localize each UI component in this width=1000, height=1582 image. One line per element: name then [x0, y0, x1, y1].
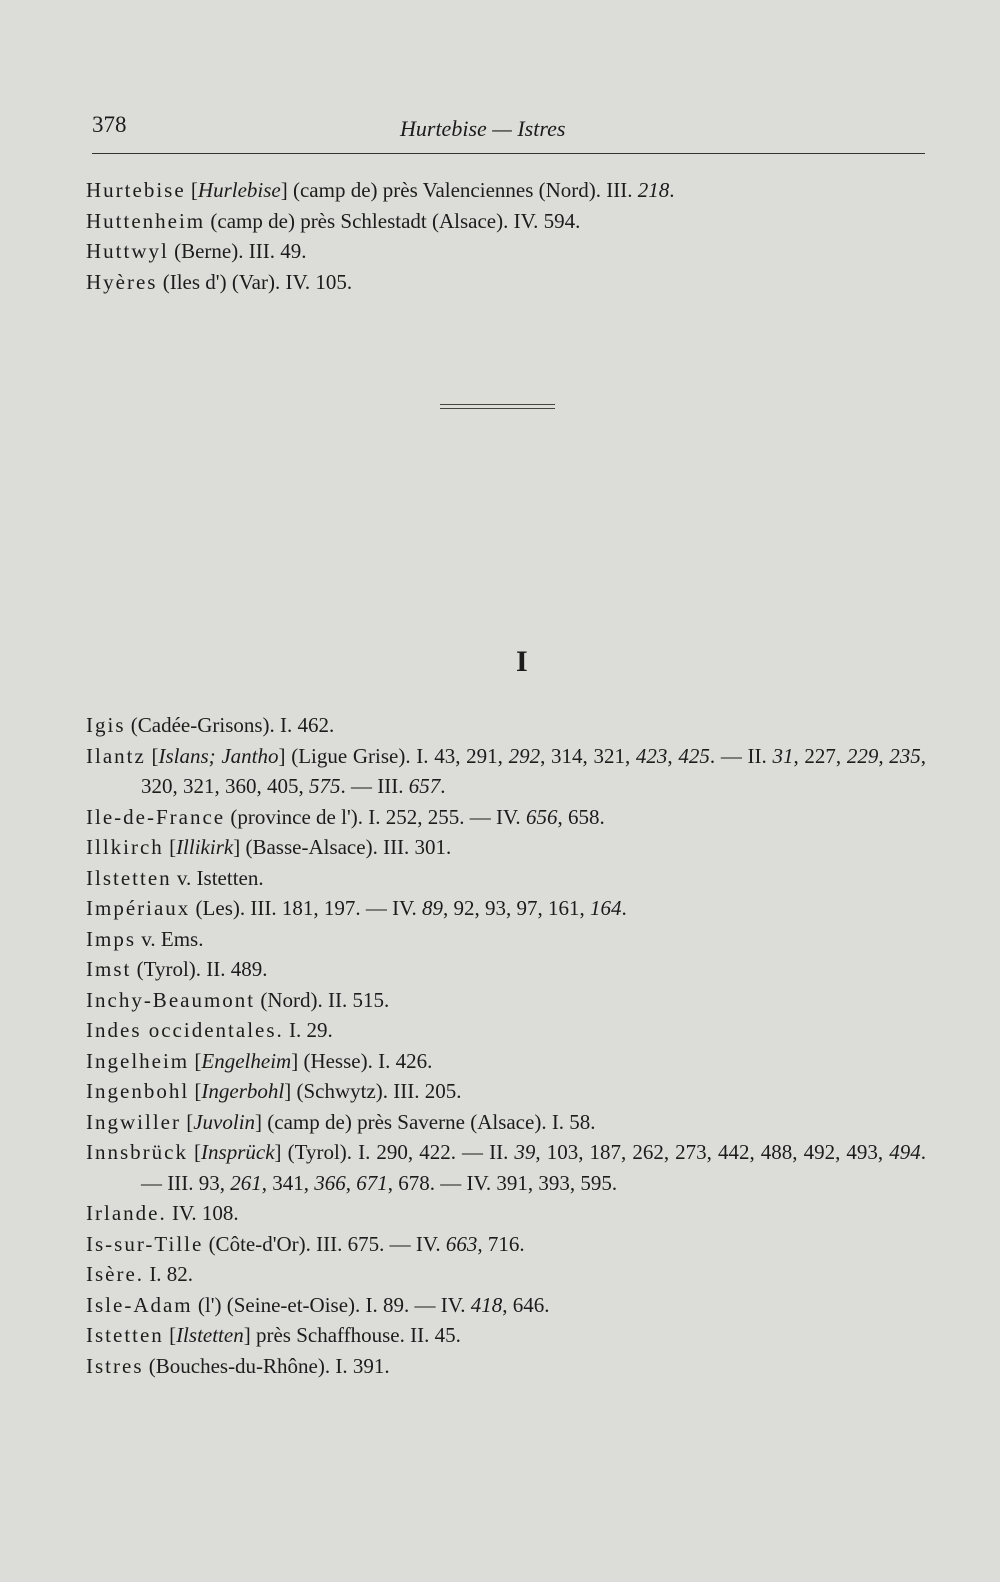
entry-text: (Côte-d'Or). III. 675. — IV.	[203, 1231, 446, 1256]
section-letter: I	[516, 645, 528, 678]
entry-text: [	[187, 1140, 202, 1164]
entry-italic: 423	[635, 743, 668, 768]
index-entry	[86, 954, 926, 985]
index-entry	[86, 893, 926, 924]
entry-headword: Huttwyl	[86, 239, 169, 263]
entry-headword: Imps	[86, 926, 136, 951]
entry-text: I. 82.	[144, 1262, 194, 1286]
entry-text: . — III.	[340, 774, 409, 798]
entry-italic: 671	[356, 1170, 388, 1195]
entry-text: . — III. 93,	[141, 1140, 927, 1195]
index-entry	[86, 1137, 926, 1198]
entry-text: ] (camp de) près Saverne (Alsace). I. 58.	[255, 1109, 596, 1134]
entry-text: (Nord). II. 515.	[255, 987, 390, 1012]
entry-headword: Huttenheim	[86, 208, 206, 233]
entry-italic: 89	[422, 896, 444, 920]
index-entry	[86, 1229, 926, 1260]
entry-headword: Innsbrück	[86, 1140, 188, 1164]
entry-italic: 657	[408, 774, 441, 798]
entry-italic: 425	[678, 743, 710, 768]
entry-text: ] (Ligue Grise). I. 43, 291,	[278, 743, 509, 768]
entry-text: ] (Schwytz). III. 205.	[284, 1079, 462, 1103]
entry-text: (Tyrol). II. 489.	[131, 957, 268, 981]
entry-italic: 494	[889, 1140, 921, 1164]
entry-italic: 418	[470, 1292, 503, 1317]
entry-text: .	[440, 774, 446, 798]
entry-text: [	[145, 743, 159, 768]
entry-text: IV. 108.	[166, 1201, 239, 1225]
section-separator	[440, 404, 555, 412]
entry-italic: 575	[309, 774, 341, 798]
entry-headword: Ingwiller	[86, 1109, 181, 1134]
entry-italic: 31	[772, 743, 794, 768]
entry-text: ,	[667, 743, 679, 768]
entry-italic: 366	[314, 1170, 346, 1195]
entry-text: [	[185, 178, 198, 202]
entry-headword: Ilstetten	[86, 865, 172, 890]
index-entry	[86, 863, 926, 894]
entry-headword: Indes occidentales.	[86, 1018, 284, 1042]
entry-headword: Illkirch	[86, 835, 164, 859]
page-number: 378	[92, 112, 127, 137]
entry-text: .	[669, 178, 675, 202]
entry-headword: Ingenbohl	[86, 1079, 190, 1103]
index-entry	[86, 1107, 926, 1138]
entry-italic: Insprück	[201, 1140, 275, 1164]
entry-headword: Ile-de-France	[86, 804, 226, 829]
entry-text: (Les). III. 181, 197. — IV.	[190, 896, 423, 920]
index-entry	[86, 710, 926, 741]
entry-text: , 227,	[793, 743, 847, 768]
entry-headword: Igis	[86, 713, 126, 737]
entry-italic: Juvolin	[193, 1109, 256, 1134]
index-entry	[86, 924, 926, 955]
index-entry	[86, 1076, 926, 1107]
entry-headword: Istres	[86, 1353, 144, 1378]
entry-headword: Isère.	[86, 1262, 145, 1286]
entry-text: [	[189, 1048, 202, 1073]
index-entry	[86, 1015, 926, 1046]
index-entry	[86, 802, 926, 833]
entry-text: , 341,	[261, 1170, 315, 1195]
entry-italic: Hurlebise	[197, 178, 281, 202]
header-rule	[92, 153, 925, 154]
entry-headword: Impériaux	[86, 896, 191, 920]
entry-text: ] (Basse-Alsace). III. 301.	[233, 835, 452, 859]
entry-headword: Irlande.	[86, 1201, 167, 1225]
entry-text: v. Istetten.	[171, 865, 264, 890]
entry-text: , 92, 93, 97, 161,	[443, 896, 591, 920]
entry-text: (camp de) près Schlestadt (Alsace). IV. 594.	[205, 208, 581, 233]
entry-headword: Is-sur-Tille	[86, 1231, 204, 1256]
entry-italic: 663	[445, 1231, 478, 1256]
entry-italic: 261	[230, 1170, 262, 1195]
index-entry	[86, 741, 926, 802]
entry-text: , 103, 187, 262, 273, 442, 488, 492, 493,	[535, 1140, 890, 1164]
index-entry	[86, 1259, 926, 1290]
entry-text: (Iles d') (Var). IV. 105.	[157, 269, 353, 294]
index-entry	[86, 1320, 926, 1351]
entry-headword: Hurtebise	[86, 178, 186, 202]
entry-text: ] (camp de) près Valenciennes (Nord). III.	[280, 178, 638, 202]
index-section-i	[86, 710, 926, 1381]
index-entry	[86, 206, 926, 237]
entry-text: , 320, 321, 360, 405,	[141, 743, 927, 798]
entry-text: , 658.	[557, 804, 605, 829]
entry-headword: Imst	[86, 957, 132, 981]
entry-text: [	[163, 1323, 177, 1347]
entry-italic: 39	[514, 1140, 536, 1164]
entry-text: .	[621, 896, 627, 920]
index-section-h	[86, 175, 926, 297]
entry-italic: 218	[637, 178, 670, 202]
entry-italic: 292	[508, 743, 541, 768]
entry-text: ] (Hesse). I. 426.	[291, 1048, 433, 1073]
entry-text: v. Ems.	[136, 926, 204, 951]
index-entry	[86, 236, 926, 267]
entry-text: ] (Tyrol). I. 290, 422. — II.	[274, 1140, 515, 1164]
index-entry	[86, 1046, 926, 1077]
entry-text: (Berne). III. 49.	[168, 239, 307, 263]
entry-text: (Bouches-du-Rhône). I. 391.	[143, 1353, 390, 1378]
entry-italic: Engelheim	[201, 1048, 292, 1073]
entry-text: [	[163, 835, 177, 859]
entry-text: ] près Schaffhouse. II. 45.	[243, 1323, 461, 1347]
entry-text: , 314, 321,	[540, 743, 636, 768]
entry-italic: Ilstetten	[176, 1323, 244, 1347]
entry-italic: Ingerbohl	[201, 1079, 285, 1103]
entry-text: , 646.	[502, 1292, 550, 1317]
entry-headword: Ingelheim	[86, 1048, 190, 1073]
entry-italic: 164	[590, 896, 622, 920]
entry-headword: Hyères	[86, 269, 158, 294]
entry-italic: Illikirk	[176, 835, 234, 859]
index-entry	[86, 985, 926, 1016]
entry-text: ,	[345, 1170, 357, 1195]
entry-headword: Ilantz	[86, 743, 146, 768]
entry-text: , 716.	[477, 1231, 525, 1256]
index-entry	[86, 1290, 926, 1321]
index-entry	[86, 832, 926, 863]
entry-text: (Cadée-Grisons). I. 462.	[125, 713, 335, 737]
index-entry	[86, 175, 926, 206]
entry-headword: Istetten	[86, 1323, 164, 1347]
entry-text: ,	[878, 743, 890, 768]
index-entry	[86, 267, 926, 298]
entry-text: (l') (Seine-et-Oise). I. 89. — IV.	[192, 1292, 471, 1317]
entry-text: . — II.	[709, 743, 773, 768]
index-entry	[86, 1198, 926, 1229]
entry-headword: Isle-Adam	[86, 1292, 193, 1317]
entry-italic: 656	[525, 804, 558, 829]
index-entry	[86, 1351, 926, 1382]
entry-text: (province de l'). I. 252, 255. — IV.	[225, 804, 526, 829]
entry-italic: Islans; Jantho	[158, 743, 279, 768]
running-head: Hurtebise — Istres	[400, 116, 566, 141]
entry-text: I. 29.	[283, 1018, 333, 1042]
entry-text: [	[180, 1109, 194, 1134]
entry-italic: 229	[846, 743, 879, 768]
entry-text: [	[189, 1079, 202, 1103]
entry-italic: 235	[889, 743, 921, 768]
entry-headword: Inchy-Beaumont	[86, 987, 256, 1012]
entry-text: , 678. — IV. 391, 393, 595.	[387, 1170, 618, 1195]
